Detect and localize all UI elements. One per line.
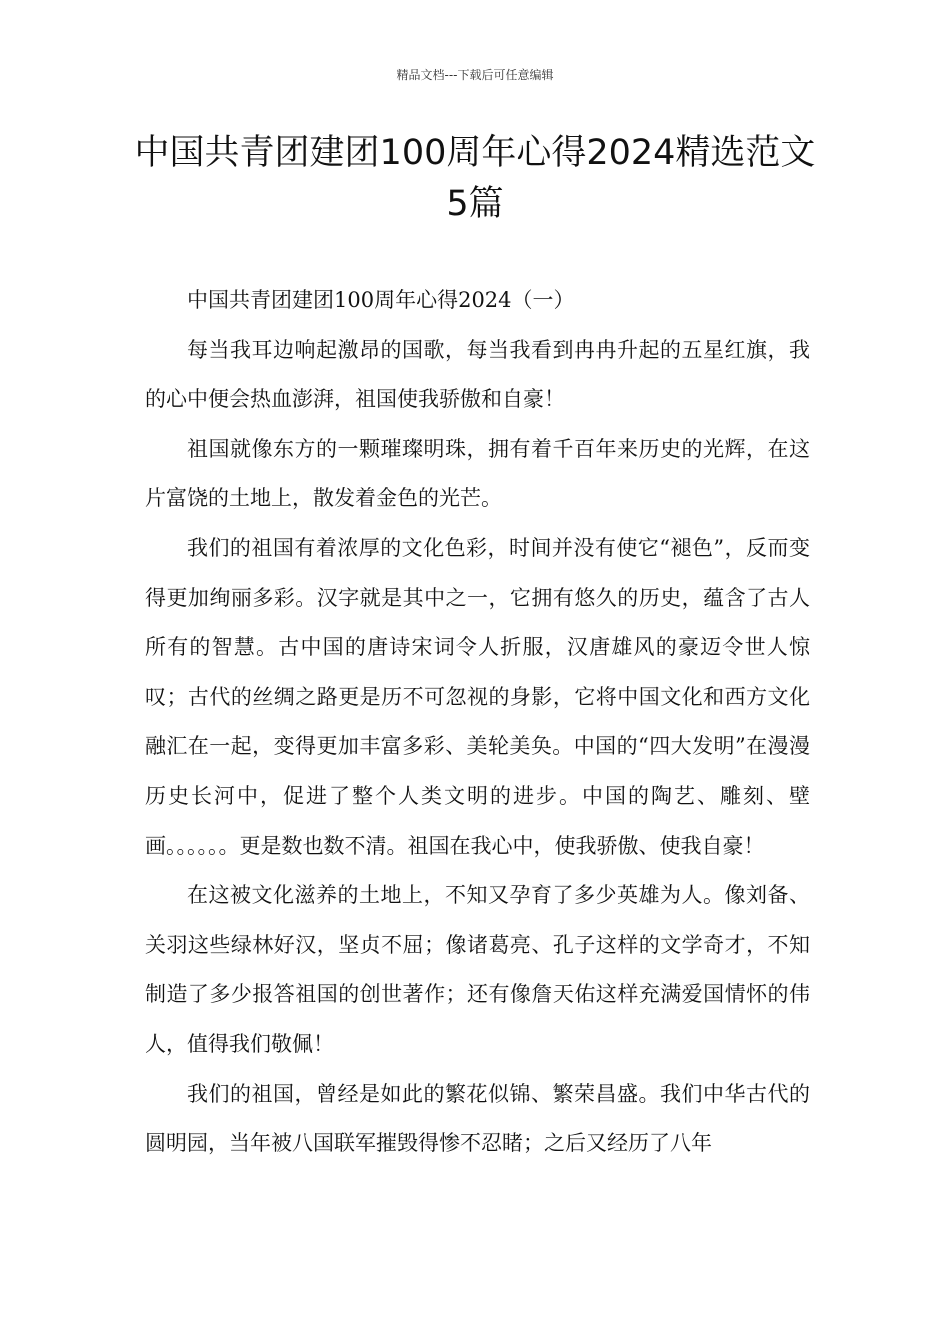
body-paragraph: 每当我耳边响起激昂的国歌，每当我看到冉冉升起的五星红旗，我的心中便会热血澎湃，祖国使我骄傲和自豪！	[145, 337, 810, 412]
body-paragraph: 我们的祖国，曾经是如此的繁花似锦、繁荣昌盛。我们中华古代的圆明园，当年被八国联军摧毁得惨不忍睹；之后又经历了八年	[145, 1081, 810, 1156]
document-body	[145, 276, 810, 1169]
document-title: 中国共青团建团100周年心得2024精选范文5篇	[134, 133, 816, 224]
section-heading: 中国共青团建团100周年心得2024（一）	[187, 288, 575, 312]
body-paragraph: 祖国就像东方的一颗璀璨明珠，拥有着千百年来历史的光辉，在这片富饶的土地上，散发着金色的光芒。	[145, 436, 810, 511]
header-note: 精品文档---下载后可任意编辑	[396, 68, 554, 82]
body-paragraph: 我们的祖国有着浓厚的文化色彩，时间并没有使它“褪色”，反而变得更加绚丽多彩。汉字就是其中之一，它拥有悠久的历史，蕴含了古人所有的智慧。古中国的唐诗宋词令人折服，汉唐雄风的豪迈令世人惊叹；古代的丝绸之路更是历不可忽视的身影，它将中国文化和西方文化融汇在一起，变得更加丰富多彩、美轮美奂。中国的“四大发明”在漫漫历史长河中，促进了整个人类文明的进步。中国的陶艺、雕刻、壁画。。。。。。更是数也数不清。祖国在我心中，使我骄傲、使我自豪！	[145, 535, 810, 858]
body-paragraph: 在这被文化滋养的土地上，不知又孕育了多少英雄为人。像刘备、关羽这些绿林好汉，坚贞不屈；像诸葛亮、孔子这样的文学奇才，不知制造了多少报答祖国的创世著作；还有像詹天佑这样充满爱国情怀的伟人，值得我们敬佩！	[145, 883, 810, 1056]
